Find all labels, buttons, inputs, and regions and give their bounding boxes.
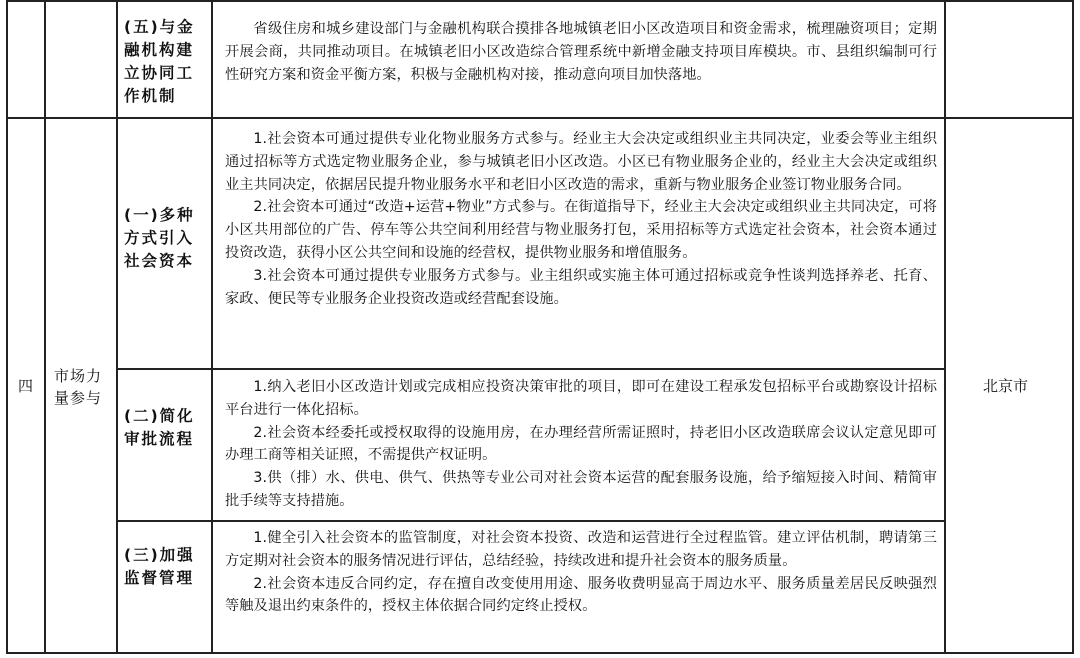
row-divider-section [6, 117, 1074, 119]
row-content-finance [225, 18, 937, 86]
table-border-top [6, 0, 1074, 2]
row-title-approval: (二)简化审批流程 [124, 407, 195, 448]
paragraph: 1.健全引入社会资本的监管制度，对社会资本投资、改造和运营进行全过程监管。建立评估机制，聘请第三方定期对社会资本的服务情况进行评估，总结经验，持续改进和提升社会资本的服务质量。 [225, 530, 937, 569]
column-divider-category [116, 0, 118, 654]
paragraph: 2.社会资本可通过“改造+运营+物业”方式参与。在街道指导下，经业主大会决定或组织业主共同决定，可将小区共用部位的广告、停车等公共空间利用经营与物业服务打包，采用招标等方式选定社会资本，社会资本通过投资改造，获得小区公共空间和设施的经营权，提供物业服务和增值服务。 [225, 199, 937, 261]
table-border-bottom [6, 652, 1074, 654]
paragraph: 省级住房和城乡建设部门与金融机构联合摸排各地城镇老旧小区改造项目和资金需求，梳理融资项目；定期开展会商，共同推动项目。在城镇老旧小区改造综合管理系统中新增金融支持项目库模块。市、县组织编制可行性研究方案和资金平衡方案，积极与金融机构对接，推动意向项目加快落地。 [225, 21, 937, 83]
paragraph: 1.纳入老旧小区改造计划或完成相应投资决策审批的项目，即可在建设工程承发包招标平台或勘察设计招标平台进行一体化招标。 [225, 379, 937, 418]
section-region: 北京市 [983, 377, 1029, 395]
paragraph: 1.社会资本可通过提供专业化物业服务方式参与。经业主大会决定或组织业主共同决定，业委会等业主组织通过招标等方式选定物业服务企业，参与城镇老旧小区改造。小区已有物业服务企业的，经业主大会决定或组织业主共同决定，依据居民提升物业服务水平和老旧小区改造的需求，重新与物业服务企业签订物业服务合同。 [225, 131, 937, 193]
table-border-left [6, 0, 8, 654]
row-content-supervision [225, 527, 937, 618]
column-divider-title [211, 0, 213, 654]
paragraph: 2.社会资本经委托或授权取得的设施用房，在办理经营所需证照时，持老旧小区改造联席会议认定意见即可办理工商等相关证照，不需提供产权证明。 [225, 424, 937, 464]
row-divider-approval [116, 368, 944, 370]
paragraph: 2.社会资本违反合同约定，存在擅自改变使用用途、服务收费明显高于周边水平、服务质量差居民反映强烈等触及退出约束条件的，授权主体依据合同约定终止授权。 [225, 575, 937, 615]
row-content-social-capital [225, 128, 937, 310]
column-divider-content [944, 0, 946, 654]
row-content-approval [225, 376, 937, 513]
row-title-social-capital: (一)多种方式引入社会资本 [124, 206, 195, 270]
row-title-supervision: (三)加强监督管理 [124, 546, 195, 587]
row-title-finance: (五)与金融机构建立协同工作机制 [124, 18, 195, 105]
paragraph: 3.社会资本可通过提供专业服务方式参与。业主组织或实施主体可通过招标或竞争性谈判选择养老、托育、家政、便民等专业服务企业投资改造或经营配套设施。 [225, 267, 937, 307]
row-divider-supervision [116, 520, 944, 522]
paragraph: 3.供（排）水、供电、供气、供热等专业公司对社会资本运营的配套服务设施，给予缩短接入时间、精简审批手续等支持措施。 [225, 470, 937, 509]
column-divider-number [44, 0, 46, 654]
section-category: 市场力量参与 [54, 367, 103, 407]
table-border-right [1072, 0, 1074, 654]
section-number: 四 [18, 377, 34, 395]
